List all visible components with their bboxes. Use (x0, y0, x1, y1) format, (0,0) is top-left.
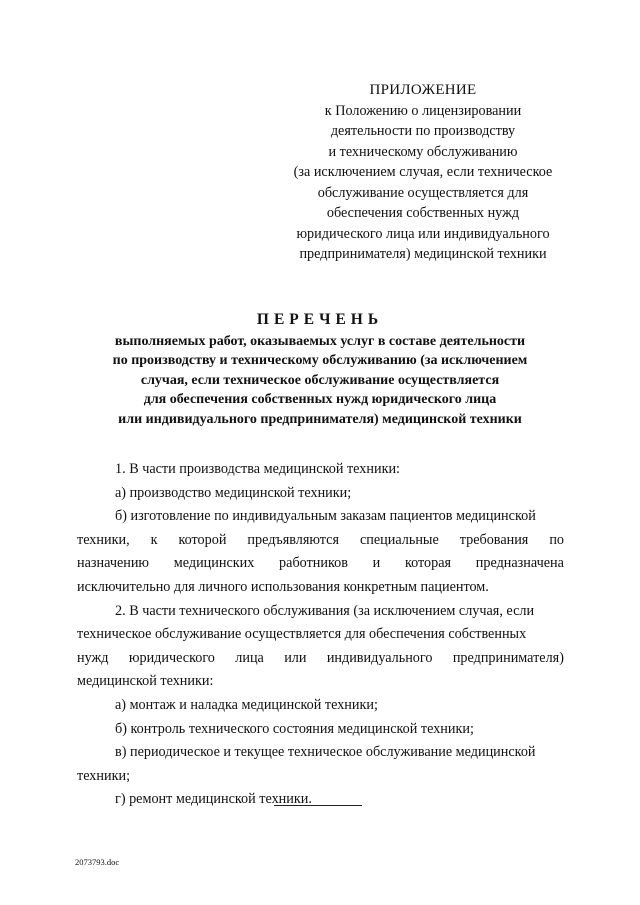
word: предпринимателя) (452, 649, 564, 666)
word: техники, (77, 531, 130, 548)
appendix-line: предпринимателя) медицинской техники (299, 246, 547, 262)
list-item-1b-line: исключительно для личного использования конкретным пациентом. (77, 578, 489, 595)
subtitle-line: или индивидуального предпринимателя) медицинской техники (118, 411, 522, 427)
section-2-line (77, 647, 564, 671)
word: работников (279, 555, 348, 572)
word: предназначена (475, 555, 564, 572)
word: индивидуального (326, 649, 433, 666)
word: требования (459, 531, 529, 548)
appendix-line: деятельности по производству (330, 123, 516, 139)
document-subtitle (78, 332, 562, 429)
appendix-line: обеспечения собственных нужд (326, 205, 520, 221)
word: нужд (77, 649, 109, 666)
word: медицинских (173, 555, 255, 572)
list-item-2a: а) монтаж и наладка медицинской техники; (115, 696, 378, 713)
file-name-footer: 2073793.doc (75, 857, 120, 867)
section-2-line: 2. В части технического обслуживания (за исключением случая, если (115, 602, 535, 619)
section-2-line: медицинской техники: (77, 673, 214, 690)
list-item-2c-line: в) периодическое и текущее техническое обслуживание медицинской (115, 744, 536, 761)
list-item-2b: б) контроль технического состояния медицинской техники; (115, 720, 474, 737)
list-item-2c-line: техники; (77, 767, 131, 784)
appendix-block (268, 80, 578, 265)
section-2-line: техническое обслуживание осуществляется для обеспечения собственных (77, 626, 527, 643)
word: к (150, 531, 158, 548)
word: специальные (359, 531, 439, 548)
appendix-line: (за исключением случая, если техническое (293, 164, 553, 180)
list-item-2d: г) ремонт медицинской техники. (115, 791, 312, 808)
document-title: ПЕРЕЧЕНЬ (256, 311, 384, 328)
subtitle-line: для обеспечения собственных нужд юридического лица (143, 392, 497, 408)
word: которой (178, 531, 227, 548)
appendix-line: юридического лица или индивидуального (296, 225, 550, 242)
appendix-line: и техническому обслуживанию (328, 143, 518, 160)
list-item-1b-line: б) изготовление по индивидуальным заказам пациентов медицинской (115, 508, 536, 525)
appendix-line: обслуживание осуществляется для (317, 184, 529, 201)
list-item-1a: а) производство медицинской техники; (115, 484, 352, 501)
word: назначению (77, 555, 150, 572)
list-item-1b-line (77, 552, 564, 576)
word: лица (235, 649, 264, 666)
word: или (284, 649, 307, 666)
subtitle-line: по производству и техническому обслуживанию (за исключением (112, 353, 528, 369)
appendix-line: к Положению о лицензировании (324, 102, 522, 119)
document-body (77, 458, 564, 812)
section-1-heading: 1. В части производства медицинской техники: (115, 461, 400, 477)
word: юридического (128, 649, 215, 666)
appendix-heading: ПРИЛОЖЕНИЕ (369, 82, 477, 98)
subtitle-line: случая, если техническое обслуживание осуществляется (140, 372, 500, 388)
word: по (549, 531, 564, 548)
list-item-1b-line (77, 529, 564, 553)
closing-rule (274, 805, 362, 806)
word: предъявляются (247, 531, 340, 548)
subtitle-line: выполняемых работ, оказываемых услуг в составе деятельности (114, 334, 526, 349)
word: которая (404, 555, 452, 572)
word: и (372, 555, 381, 572)
